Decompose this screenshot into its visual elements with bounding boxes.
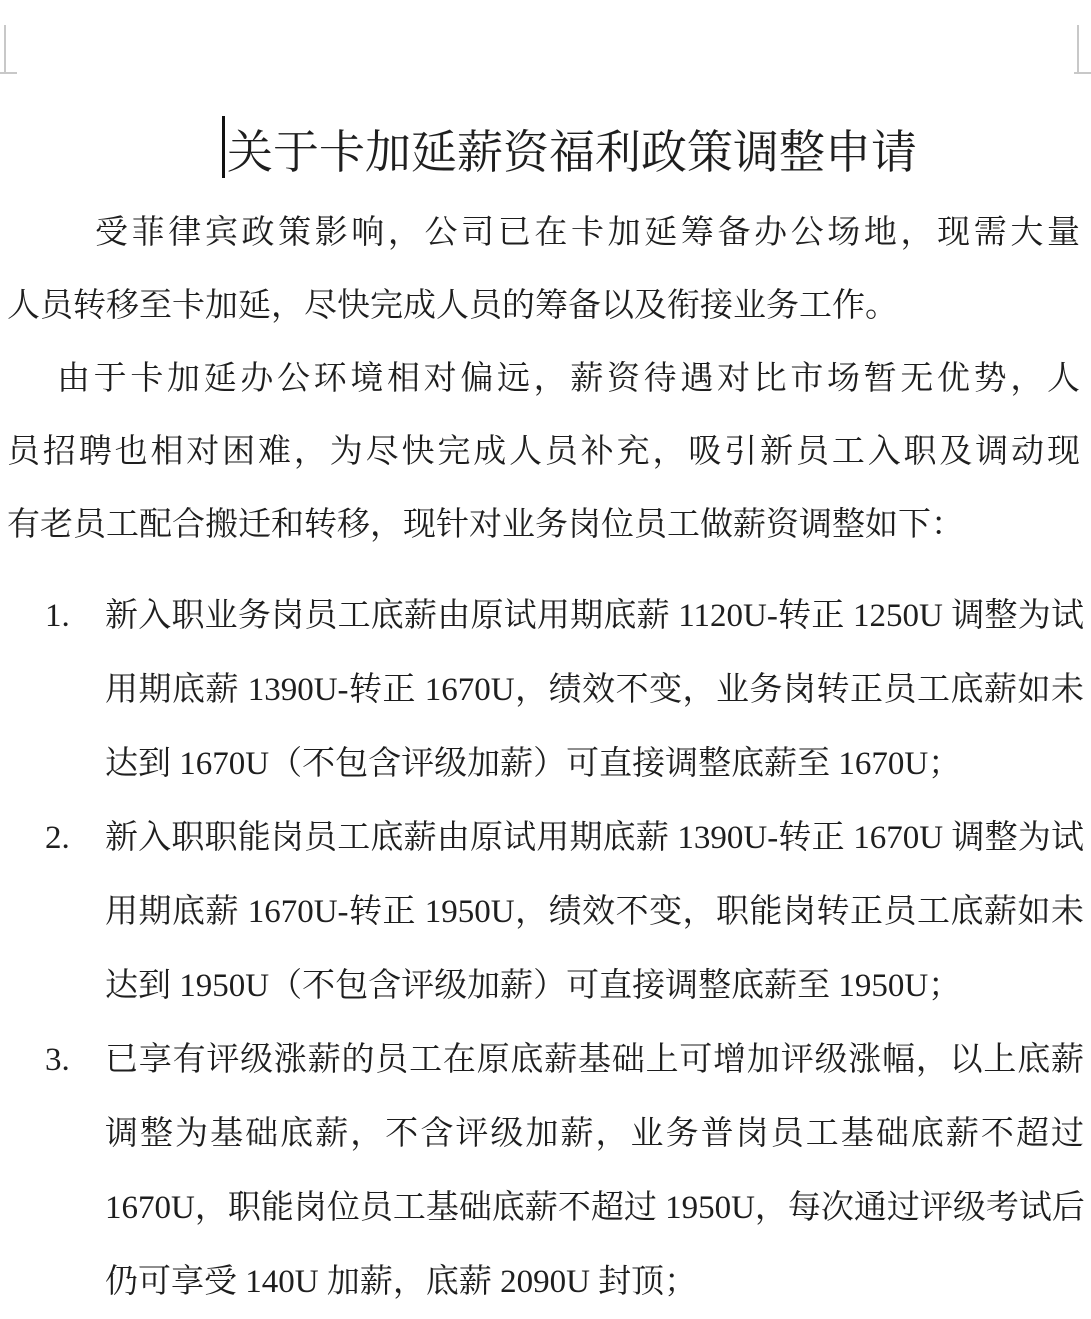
text-line[interactable]: 1670U，职能岗位员工基础底薪不超过 1950U，每次通过评级考试后 <box>105 1190 1085 1226</box>
paragraph-intro-2[interactable] <box>7 343 1080 562</box>
text-boundary-mark-top-right-horizontal <box>1074 72 1091 74</box>
list-item-number: 2. <box>45 820 70 856</box>
text-line[interactable]: 用期底薪 1670U-转正 1950U，绩效不变，职能岗转正员工底薪如未 <box>105 894 1084 930</box>
text-line[interactable]: 受菲律宾政策影响，公司已在卡加延筹备办公场地，现需大量 <box>95 215 1080 251</box>
text-line[interactable]: 由于卡加延办公环境相对偏远，薪资待遇对比市场暂无优势，人 <box>57 361 1080 397</box>
list-item[interactable] <box>7 579 1084 801</box>
document-title[interactable]: 关于卡加延薪资福利政策调整申请 <box>227 127 917 178</box>
text-line[interactable]: 达到 1670U（不包含评级加薪）可直接调整底薪至 1670U； <box>105 746 962 782</box>
document-title-row[interactable] <box>7 116 1080 190</box>
text-line[interactable]: 达到 1950U（不包含评级加薪）可直接调整底薪至 1950U； <box>105 968 962 1004</box>
text-boundary-mark-top-left-horizontal <box>0 72 17 74</box>
numbered-list[interactable] <box>7 579 1084 1319</box>
text-line[interactable]: 有老员工配合搬迁和转移，现针对业务岗位员工做薪资调整如下： <box>7 507 964 543</box>
text-boundary-mark-top-right-vertical <box>1077 25 1079 73</box>
text-line[interactable]: 调整为基础底薪，不含评级加薪，业务普岗员工基础底薪不超过 <box>105 1116 1084 1152</box>
list-item-number: 1. <box>45 598 70 634</box>
text-cursor <box>222 116 225 178</box>
text-line[interactable]: 已享有评级涨薪的员工在原底薪基础上可增加评级涨幅，以上底薪 <box>105 1042 1084 1078</box>
text-line[interactable]: 员招聘也相对困难，为尽快完成人员补充，吸引新员工入职及调动现 <box>7 434 1080 470</box>
list-item[interactable] <box>7 801 1084 1023</box>
list-item-number: 3. <box>45 1042 70 1078</box>
text-line[interactable]: 用期底薪 1390U-转正 1670U，绩效不变，业务岗转正员工底薪如未 <box>105 672 1084 708</box>
text-line[interactable]: 仍可享受 140U 加薪，底薪 2090U 封顶； <box>105 1264 698 1300</box>
text-line[interactable]: 新入职业务岗员工底薪由原试用期底薪 1120U-转正 1250U 调整为试 <box>105 598 1084 634</box>
text-line[interactable]: 新入职职能岗员工底薪由原试用期底薪 1390U-转正 1670U 调整为试 <box>105 820 1084 856</box>
list-item[interactable] <box>7 1023 1084 1319</box>
text-line[interactable]: 人员转移至卡加延，尽快完成人员的筹备以及衔接业务工作。 <box>7 288 898 324</box>
paragraph-intro-1[interactable] <box>7 197 1080 343</box>
text-boundary-mark-top-left-vertical <box>4 25 6 73</box>
